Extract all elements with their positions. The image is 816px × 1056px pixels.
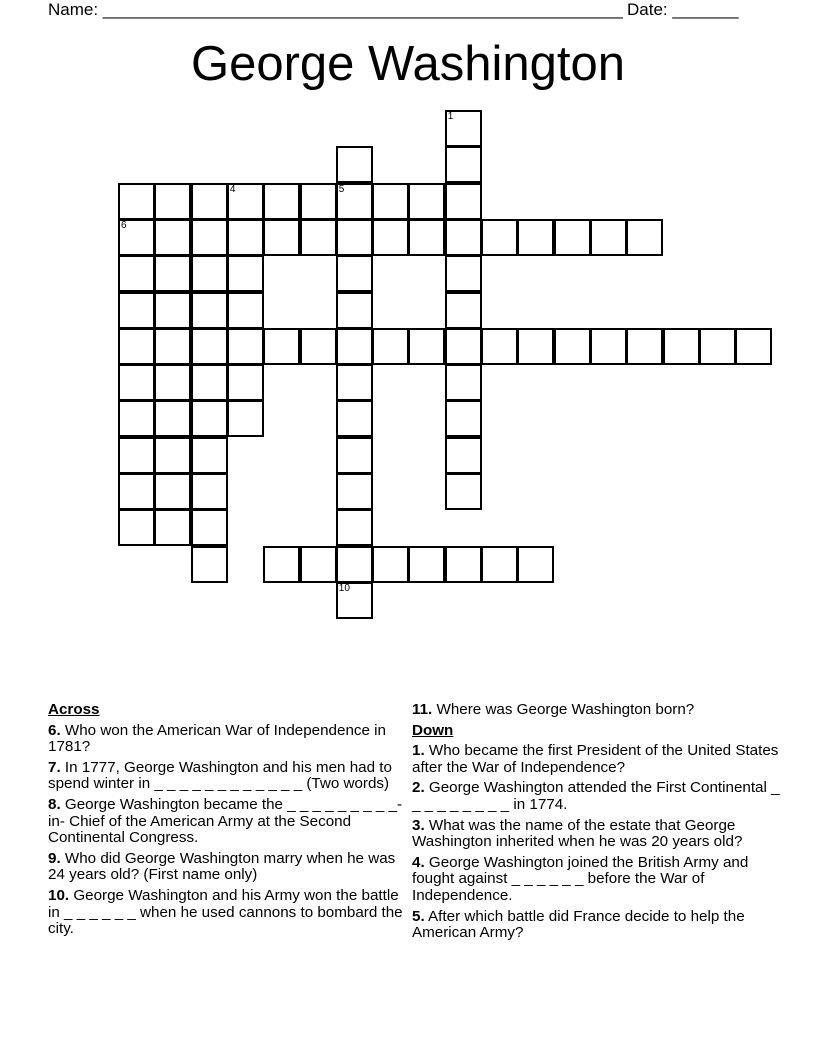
grid-cell[interactable] xyxy=(445,255,482,292)
grid-cell[interactable] xyxy=(118,509,155,546)
grid-cell[interactable] xyxy=(227,219,264,256)
grid-cell[interactable] xyxy=(227,364,264,401)
grid-cell[interactable] xyxy=(336,546,373,583)
page-title: George Washington xyxy=(191,37,625,91)
grid-cell[interactable] xyxy=(445,110,482,147)
grid-cell[interactable] xyxy=(191,255,228,292)
grid-cell[interactable] xyxy=(191,219,228,256)
grid-cell[interactable] xyxy=(227,328,264,365)
grid-cell[interactable] xyxy=(445,473,482,510)
grid-cell[interactable] xyxy=(408,219,445,256)
grid-cell[interactable] xyxy=(154,437,191,474)
name-field: Name: _______________________________________________________ xyxy=(48,0,623,19)
grid-cell[interactable] xyxy=(336,255,373,292)
clue-across-9: 9. Who did George Washington marry when he was 24 years old? (First name only) xyxy=(48,849,396,884)
clue-down-4: 4. George Washington joined the British Army and fought against _ _ _ _ _ _ before the War of Independence. xyxy=(412,853,749,904)
grid-cell[interactable] xyxy=(154,292,191,329)
grid-cell[interactable] xyxy=(336,400,373,437)
grid-cell[interactable] xyxy=(372,546,409,583)
grid-cell[interactable] xyxy=(481,328,518,365)
grid-cell[interactable] xyxy=(118,255,155,292)
grid-cell[interactable] xyxy=(445,546,482,583)
grid-cell[interactable] xyxy=(590,328,627,365)
grid-cell[interactable] xyxy=(191,183,228,220)
grid-cell[interactable] xyxy=(227,183,264,220)
grid-cell[interactable] xyxy=(336,146,373,183)
grid-cell[interactable] xyxy=(118,183,155,220)
grid-cell[interactable] xyxy=(300,219,337,256)
clue-number: 10 xyxy=(338,582,350,594)
grid-cell[interactable] xyxy=(263,219,300,256)
grid-cell[interactable] xyxy=(408,546,445,583)
clues-column-right xyxy=(412,702,782,946)
clue-across-8: 8. George Washington became the _ _ _ _ _ _ _ _ _- in- Chief of the American Army at the Second Continental Congress. xyxy=(48,795,403,847)
grid-cell[interactable] xyxy=(118,364,155,401)
clue-across-6: 6. Who won the American War of Independence in 1781? xyxy=(48,721,386,756)
across-heading: Across xyxy=(48,701,100,718)
grid-cell[interactable] xyxy=(336,582,373,619)
clue-down-1: 1. Who became the first President of the United States after the War of Independence? xyxy=(412,742,779,776)
grid-cell[interactable] xyxy=(626,328,663,365)
grid-cell[interactable] xyxy=(517,219,554,256)
grid-cell[interactable] xyxy=(191,400,228,437)
grid-cell[interactable] xyxy=(554,328,591,365)
clue-across-11: 11. Where was George Washington born? xyxy=(412,701,695,718)
grid-cell[interactable] xyxy=(735,328,772,365)
grid-cell[interactable] xyxy=(445,292,482,329)
clue-number: 6 xyxy=(121,219,127,231)
grid-cell[interactable] xyxy=(517,546,554,583)
grid-cell[interactable] xyxy=(191,364,228,401)
grid-cell[interactable] xyxy=(118,473,155,510)
grid-cell[interactable] xyxy=(154,509,191,546)
grid-cell[interactable] xyxy=(118,292,155,329)
grid-cell[interactable] xyxy=(336,219,373,256)
clue-number: 4 xyxy=(229,183,236,195)
grid-cell[interactable] xyxy=(663,328,700,365)
grid-cell[interactable] xyxy=(191,473,228,510)
grid-cell[interactable] xyxy=(154,255,191,292)
clue-down-2: 2. George Washington attended the First Continental _ _ _ _ _ _ _ _ _ in 1774. xyxy=(412,779,780,813)
grid-cell[interactable] xyxy=(445,364,482,401)
grid-cell[interactable] xyxy=(118,328,155,365)
grid-cell[interactable] xyxy=(191,437,228,474)
clues-column-left xyxy=(48,702,408,942)
grid-cell[interactable] xyxy=(408,183,445,220)
grid-cell[interactable] xyxy=(336,473,373,510)
grid-cell[interactable] xyxy=(554,219,591,256)
clue-number: 5 xyxy=(338,183,345,195)
grid-cell[interactable] xyxy=(227,400,264,437)
grid-cell[interactable] xyxy=(154,219,191,256)
grid-cell[interactable] xyxy=(118,219,155,256)
grid-cell[interactable] xyxy=(118,437,155,474)
grid-cell[interactable] xyxy=(300,183,337,220)
grid-cell[interactable] xyxy=(372,183,409,220)
grid-cell[interactable] xyxy=(408,328,445,365)
grid-cell[interactable] xyxy=(590,219,627,256)
grid-cell[interactable] xyxy=(154,183,191,220)
grid-cell[interactable] xyxy=(227,255,264,292)
grid-cell[interactable] xyxy=(154,328,191,365)
grid-cell[interactable] xyxy=(481,546,518,583)
grid-cell[interactable] xyxy=(699,328,736,365)
grid-cell[interactable] xyxy=(191,292,228,329)
grid-cell[interactable] xyxy=(263,546,300,583)
grid-cell[interactable] xyxy=(336,509,373,546)
down-heading: Down xyxy=(412,721,454,739)
grid-cell[interactable] xyxy=(336,183,373,220)
grid-cell[interactable] xyxy=(336,364,373,401)
clue-across-10: 10. George Washington and his Army won the battle in _ _ _ _ _ _ when he used cannons to bombard the city. xyxy=(48,886,403,938)
grid-cell[interactable] xyxy=(300,328,337,365)
grid-cell[interactable] xyxy=(154,400,191,437)
grid-cell[interactable] xyxy=(191,328,228,365)
clue-across-7: 7. In 1777, George Washington and his men had to spend winter in _ _ _ _ _ _ _ _ _ _ _ _ (Two words) xyxy=(48,758,392,793)
grid-cell[interactable] xyxy=(372,219,409,256)
grid-cell[interactable] xyxy=(227,292,264,329)
grid-cell[interactable] xyxy=(445,437,482,474)
grid-cell[interactable] xyxy=(263,328,300,365)
grid-cell[interactable] xyxy=(336,292,373,329)
clue-down-3: 3. What was the name of the estate that George Washington inherited when he was 20 years old? xyxy=(412,816,743,851)
grid-cell[interactable] xyxy=(626,219,663,256)
grid-cell[interactable] xyxy=(445,400,482,437)
date-field: Date: _______ xyxy=(627,0,739,19)
grid-cell[interactable] xyxy=(336,437,373,474)
grid-cell[interactable] xyxy=(445,219,482,256)
clue-number: 1 xyxy=(447,111,454,122)
grid-cell[interactable] xyxy=(517,328,554,365)
grid-cell[interactable] xyxy=(445,328,482,365)
grid-cell[interactable] xyxy=(336,328,373,365)
grid-cell[interactable] xyxy=(154,364,191,401)
grid-cell[interactable] xyxy=(191,546,228,583)
grid-cell[interactable] xyxy=(481,219,518,256)
grid-cell[interactable] xyxy=(263,183,300,220)
grid-cell[interactable] xyxy=(372,328,409,365)
grid-cell[interactable] xyxy=(154,473,191,510)
grid-cell[interactable] xyxy=(445,146,482,183)
grid-cell[interactable] xyxy=(191,509,228,546)
grid-cell[interactable] xyxy=(445,183,482,220)
grid-cell[interactable] xyxy=(300,546,337,583)
grid-cell[interactable] xyxy=(118,400,155,437)
clue-down-5: 5. After which battle did France decide to help the American Army? xyxy=(412,907,745,942)
